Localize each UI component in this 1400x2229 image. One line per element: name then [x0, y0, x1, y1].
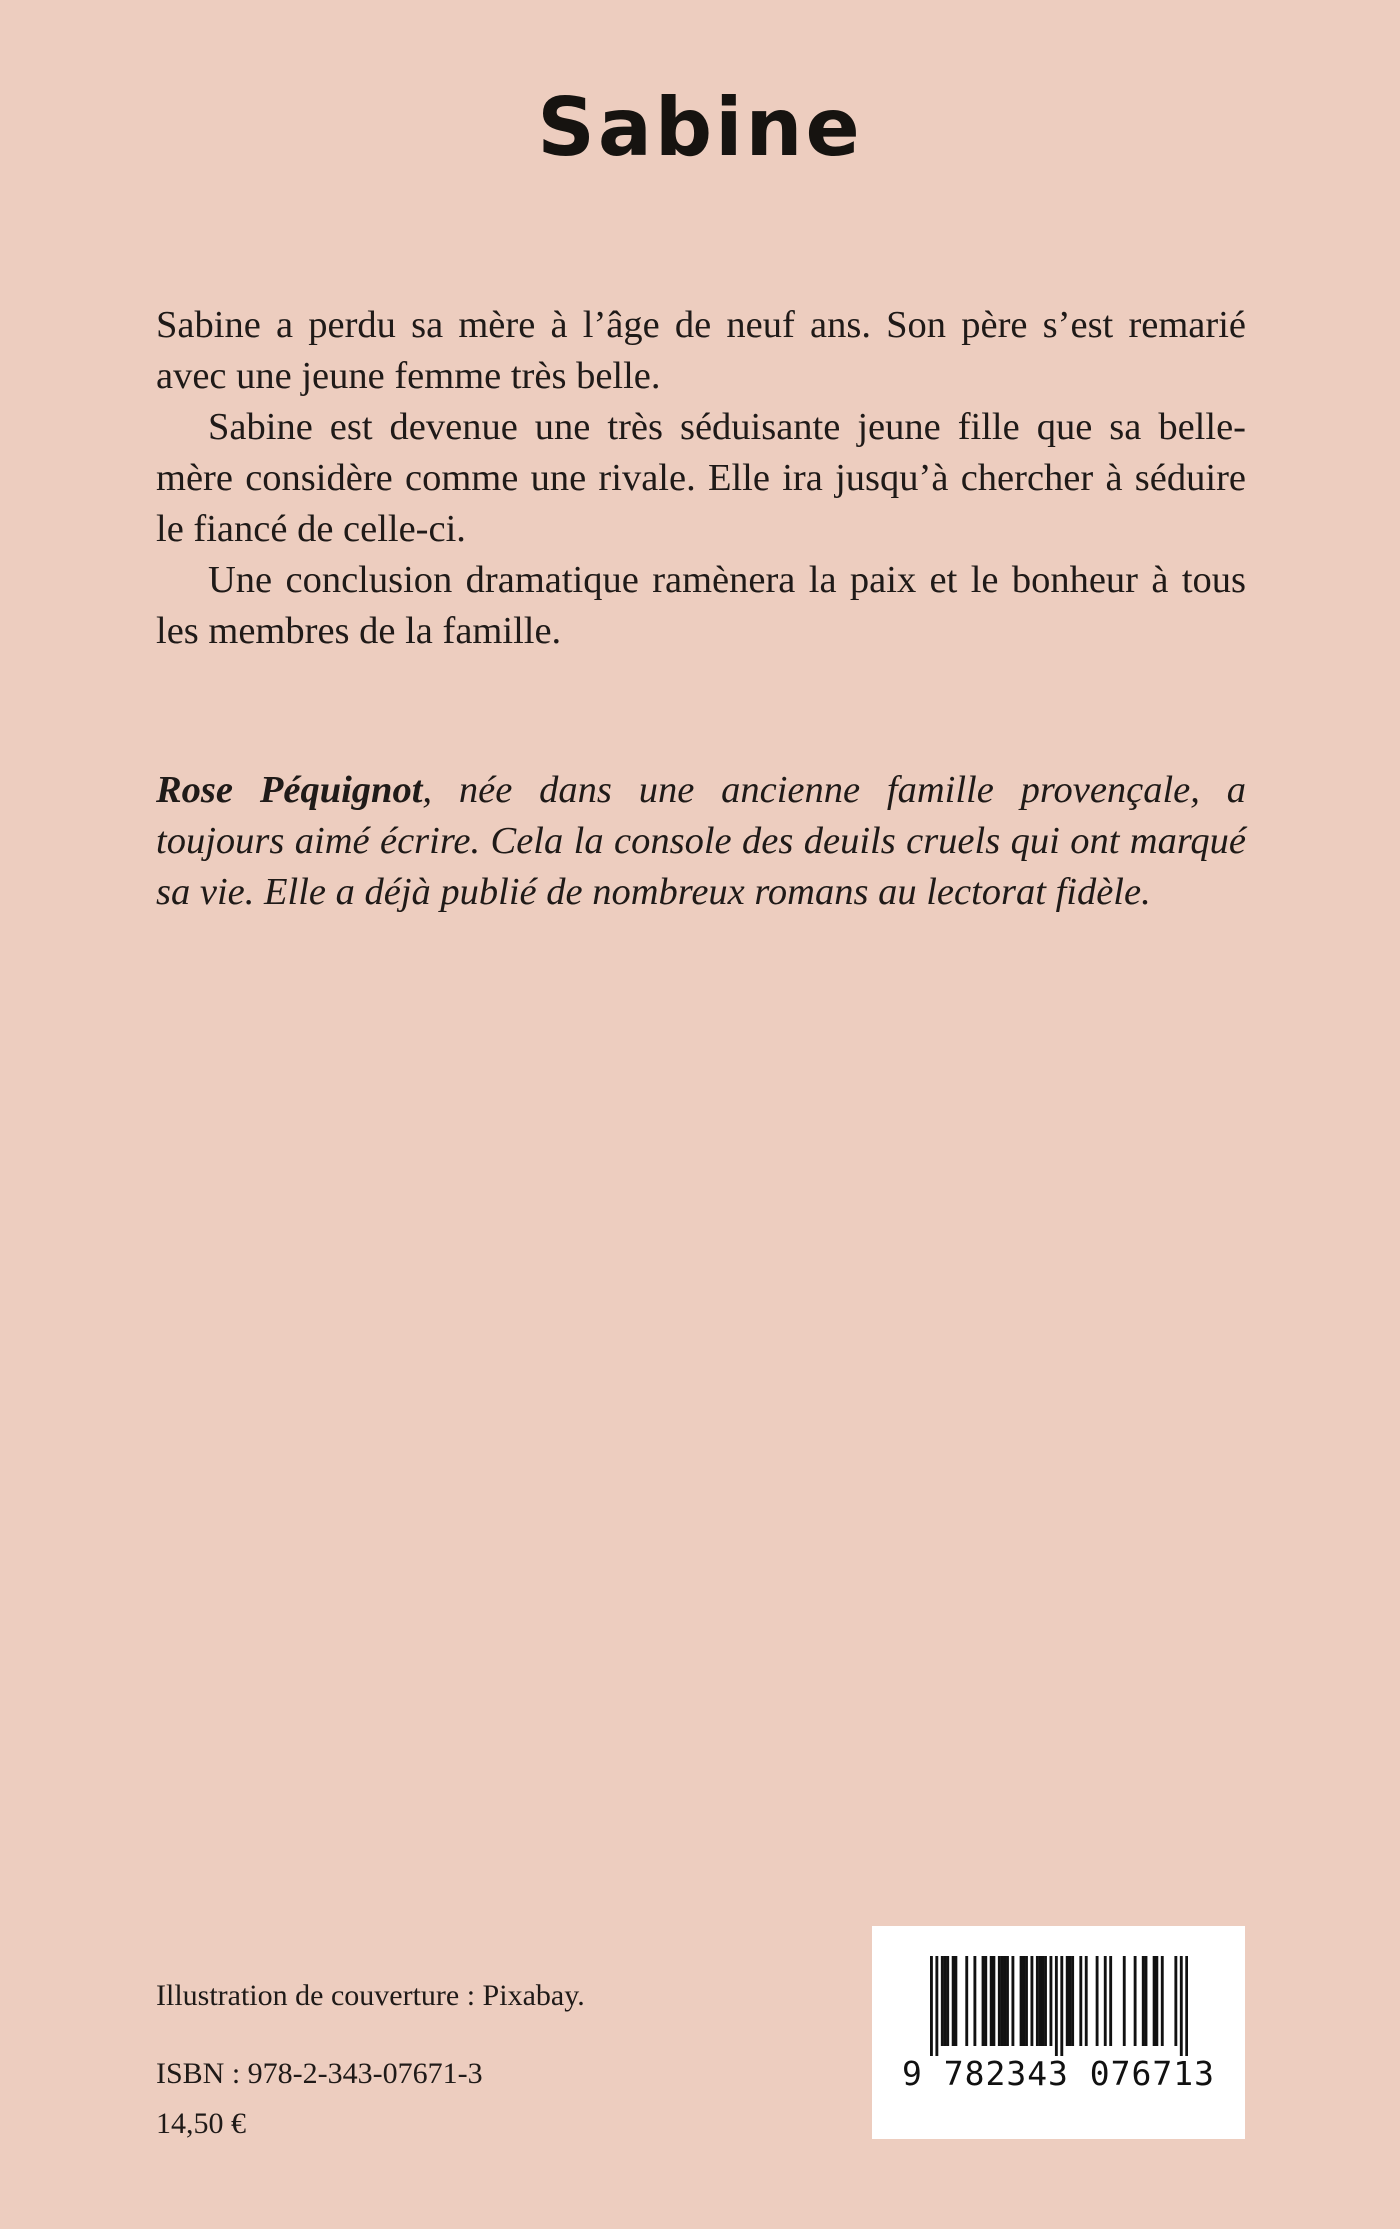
barcode-bar	[954, 1956, 957, 2046]
price: 14,50 €	[156, 2107, 246, 2140]
barcode-bar	[1145, 1956, 1148, 2046]
barcode-bar	[1079, 1956, 1082, 2046]
barcode-bar	[1123, 1956, 1126, 2046]
barcode-bar	[965, 1956, 968, 2046]
synopsis-paragraph: Sabine a perdu sa mère à l’âge de neuf ans. Son père s’est remarié avec une jeune femme très belle.	[156, 304, 1246, 397]
barcode-bar	[1174, 1956, 1177, 2046]
barcode-bar	[998, 1956, 1001, 2046]
author-bio	[156, 765, 1246, 918]
barcode-bar	[1104, 1956, 1107, 2046]
barcode-bar	[1153, 1956, 1156, 2046]
barcode-bar	[1142, 1956, 1145, 2046]
barcode-bar	[1066, 1956, 1069, 2046]
barcode-bars	[930, 1956, 1188, 2056]
barcode-bar	[935, 1956, 938, 2056]
barcode-bar	[1180, 1956, 1183, 2056]
barcode-bar	[941, 1956, 944, 2046]
barcode-bar	[1055, 1956, 1058, 2056]
barcode-bar	[1036, 1956, 1039, 2046]
barcode-bar	[990, 1956, 993, 2046]
barcode-bar	[1134, 1956, 1137, 2046]
barcode-bar	[1011, 1956, 1014, 2046]
cover-illustration-credit: Illustration de couverture : Pixabay.	[156, 1979, 585, 2012]
author-bio-text: , née dans une ancienne famille provençale, a toujours aimé écrire. Cela la console des deuils cruels qui ont marqué sa vie. Elle a déjà publié de nombreux romans au lectorat fidèle.	[156, 769, 1246, 913]
isbn: ISBN : 978-2-343-07671-3	[156, 2057, 483, 2090]
barcode-bar	[1022, 1956, 1025, 2046]
barcode-bar	[946, 1956, 949, 2046]
barcode-bar	[1096, 1956, 1099, 2046]
barcode-bar	[1006, 1956, 1009, 2046]
barcode-bar	[1003, 1956, 1006, 2046]
barcode-bar	[1185, 1956, 1188, 2056]
barcode-bar	[973, 1956, 976, 2046]
author-name: Rose Péquignot	[156, 769, 423, 811]
barcode-digits: 9 782343 076713	[901, 2054, 1215, 2093]
barcode-bar	[1155, 1956, 1158, 2046]
barcode-bar	[984, 1956, 987, 2046]
synopsis-paragraph: Une conclusion dramatique ramènera la paix et le bonheur à tous les membres de la famille.	[156, 559, 1246, 652]
synopsis	[156, 300, 1246, 657]
barcode-bar	[992, 1956, 995, 2046]
book-title: Sabine	[537, 81, 863, 174]
barcode-bar	[1049, 1956, 1052, 2046]
barcode-bar	[1001, 1956, 1004, 2046]
barcode-bar	[1044, 1956, 1047, 2046]
barcode-bar	[1025, 1956, 1028, 2046]
barcode-bar	[1109, 1956, 1112, 2046]
barcode-bar	[1161, 1956, 1164, 2046]
barcode-bar	[930, 1956, 933, 2056]
barcode-bar	[952, 1956, 955, 2046]
barcode-bar	[1060, 1956, 1063, 2056]
barcode-bar	[1071, 1956, 1074, 2046]
barcode-bar	[1069, 1956, 1072, 2046]
synopsis-paragraph: Sabine est devenue une très séduisante jeune fille que sa belle-mère considère comme une rivale. Elle ira jusqu’à chercher à séduire le fiancé de celle-ci.	[156, 406, 1246, 550]
barcode	[872, 1926, 1245, 2139]
barcode-bar	[1085, 1956, 1088, 2046]
barcode-bar	[1039, 1956, 1042, 2046]
barcode-bar	[1030, 1956, 1033, 2046]
barcode-bar	[1041, 1956, 1044, 2046]
barcode-bar	[944, 1956, 947, 2046]
barcode-bar	[982, 1956, 985, 2046]
barcode-bar	[1020, 1956, 1023, 2046]
